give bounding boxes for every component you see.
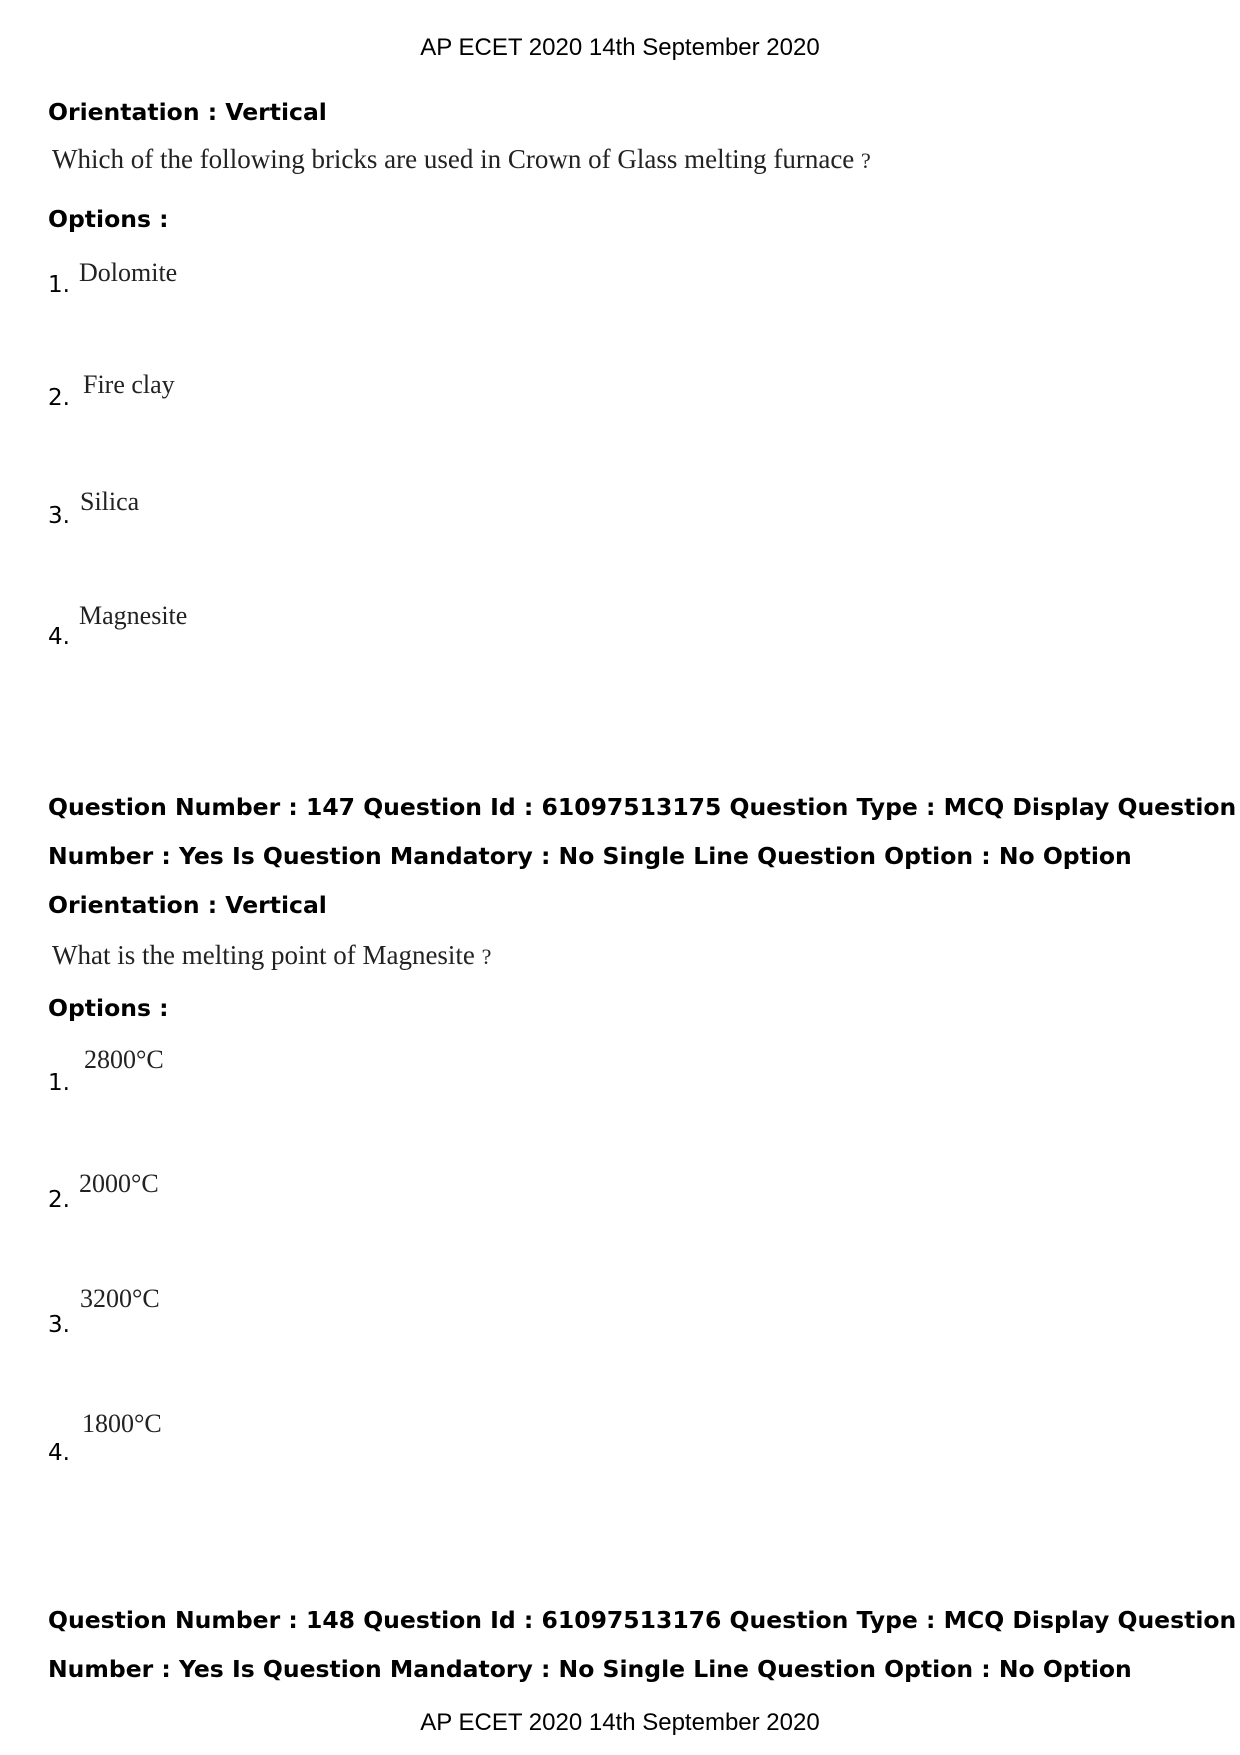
q146-option-4-number: 4. — [48, 624, 70, 650]
q147-orientation: Orientation : Vertical — [48, 891, 327, 919]
q146-option-1-number: 1. — [48, 272, 70, 298]
q146-option-3-number: 3. — [48, 503, 70, 529]
q146-question-mark: ? — [861, 148, 871, 173]
q147-option-1-number: 1. — [48, 1070, 70, 1096]
q146-question: Which of the following bricks are used in Crown of Glass melting furnace — [52, 144, 855, 174]
q147-option-4-text: 1800°C — [82, 1409, 162, 1438]
q147-question-text — [52, 940, 491, 971]
q148-meta-line-1: Question Number : 148 Question Id : 61097513176 Question Type : MCQ Display Question — [48, 1606, 1237, 1634]
q147-question-mark: ? — [481, 944, 492, 969]
q147-question: What is the melting point of Magnesite — [52, 940, 475, 970]
q147-option-1-text: 2800°C — [84, 1045, 164, 1074]
q146-option-1-text: Dolomite — [79, 258, 178, 287]
q146-options-label: Options : — [48, 205, 169, 233]
q147-meta-line-2: Number : Yes Is Question Mandatory : No Single Line Question Option : No Option — [48, 842, 1132, 870]
q147-option-3-number: 3. — [48, 1312, 70, 1338]
q147-options-label: Options : — [48, 994, 169, 1022]
q147-option-2-text: 2000°C — [79, 1169, 159, 1198]
q146-option-2-number: 2. — [48, 385, 70, 411]
q148-meta-line-2: Number : Yes Is Question Mandatory : No Single Line Question Option : No Option — [48, 1655, 1132, 1683]
q146-option-3-text: Silica — [80, 487, 140, 516]
page-header: AP ECET 2020 14th September 2020 — [420, 34, 820, 61]
q146-orientation: Orientation : Vertical — [48, 98, 327, 126]
q147-option-4-number: 4. — [48, 1440, 70, 1466]
q146-option-2-text: Fire clay — [83, 370, 175, 399]
q146-question-text — [52, 144, 871, 175]
q147-option-3-text: 3200°C — [80, 1284, 160, 1313]
q147-meta-line-1: Question Number : 147 Question Id : 61097513175 Question Type : MCQ Display Question — [48, 793, 1237, 821]
q147-option-2-number: 2. — [48, 1187, 70, 1213]
page-footer: AP ECET 2020 14th September 2020 — [420, 1709, 820, 1736]
q146-option-4-text: Magnesite — [79, 601, 188, 630]
